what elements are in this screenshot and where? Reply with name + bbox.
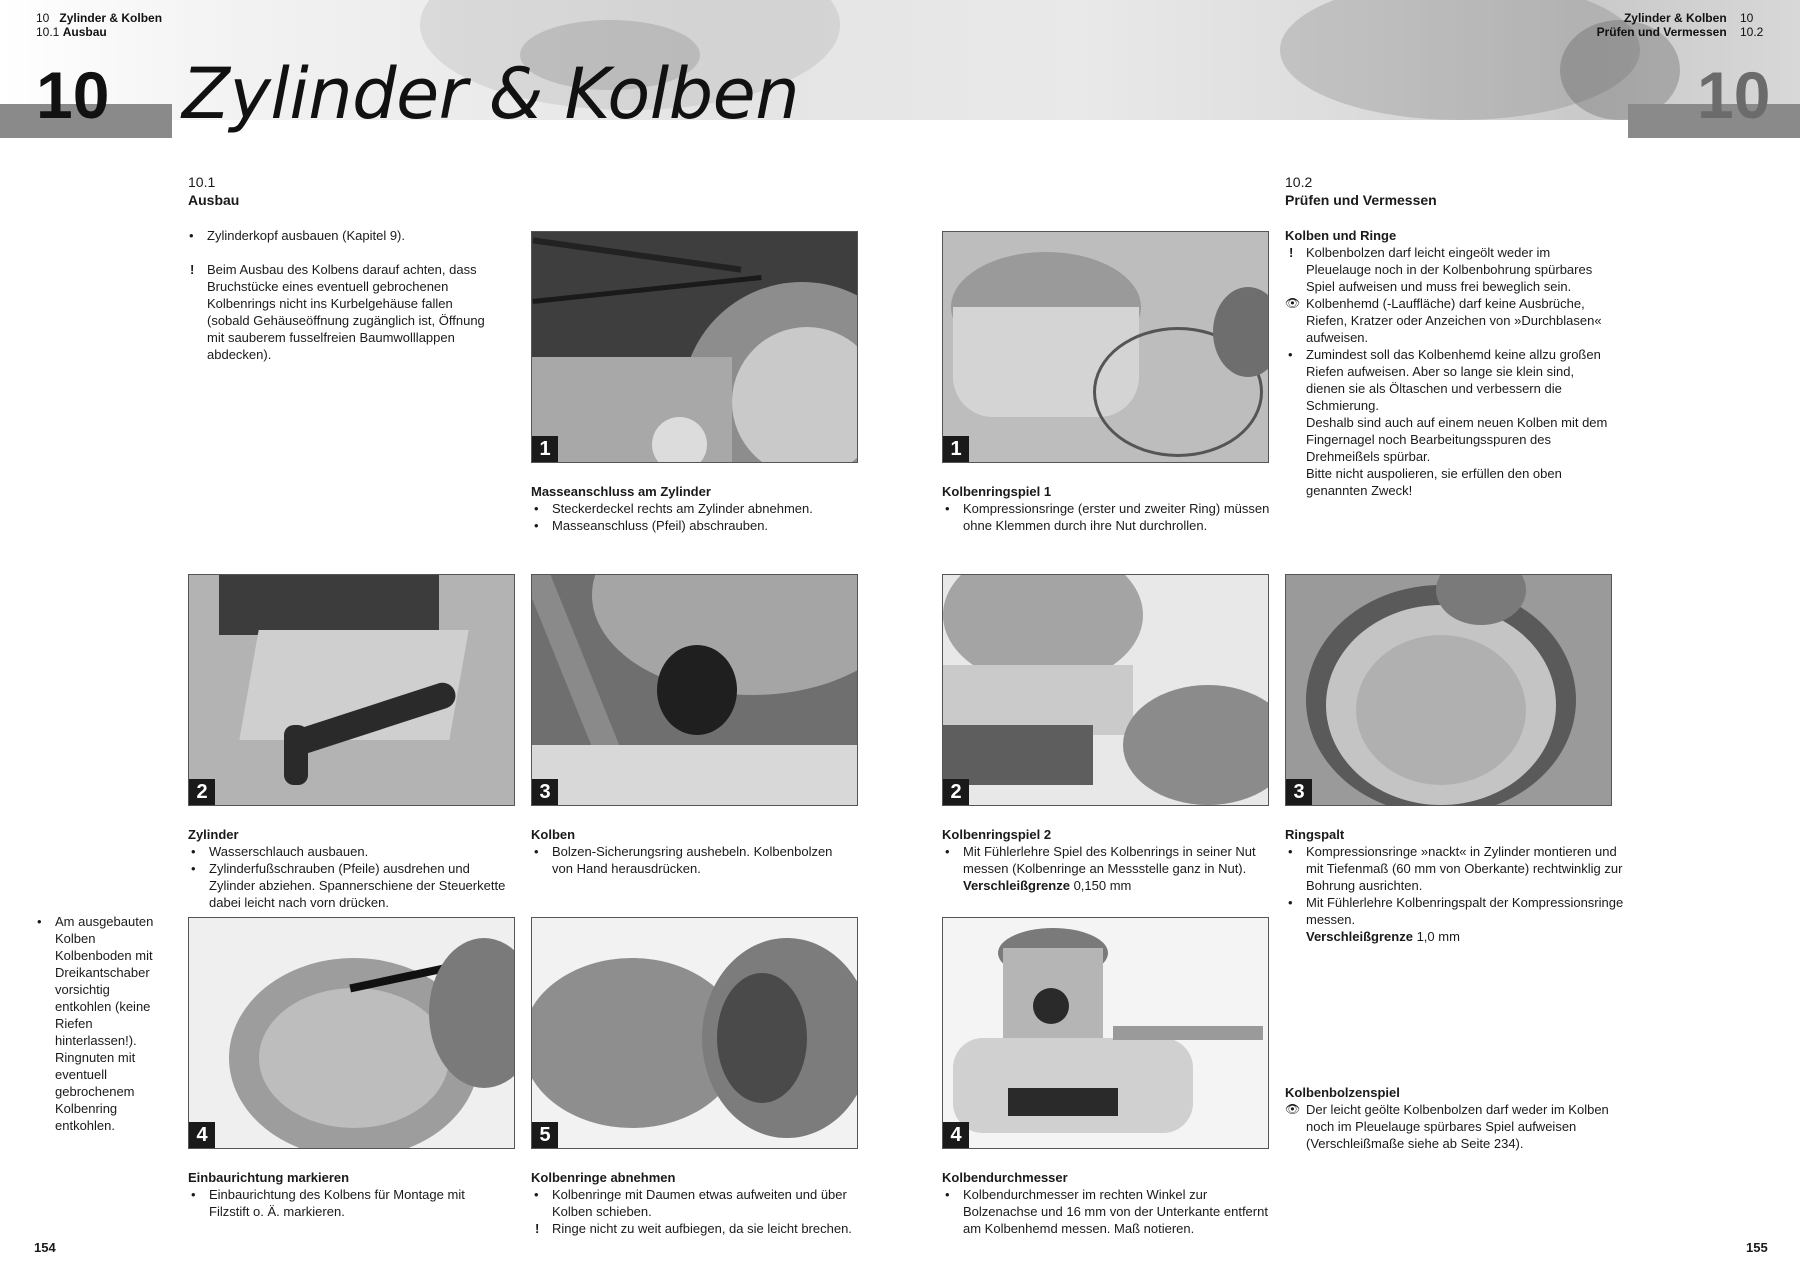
- photo-kolbendurchmesser: [942, 917, 1269, 1149]
- list-item: • Einbaurichtung des Kolbens für Montage mit Filzstift o. Ä. markieren.: [191, 1187, 465, 1219]
- caption-title: Masseanschluss am Zylinder: [531, 484, 711, 499]
- photo-kolbenringe-abnehmen: [531, 917, 858, 1149]
- caption-kolbendurchmesser: [942, 1169, 1282, 1237]
- list-item: • Kolbendurchmesser im rechten Winkel zur Bolzenachse und 16 mm von der Unterkante entfernt am Kolbenhemd messen. Maß notieren.: [945, 1187, 1268, 1236]
- caption-title: Kolbenringspiel 1: [942, 484, 1052, 499]
- list-item: • Masseanschluss (Pfeil) abschrauben.: [534, 518, 769, 533]
- list-item: • Zumindest soll das Kolbenhemd keine allzu großen Riefen aufweisen. Aber so lange sie klein sind, dienen sie als Öltaschen und verbessern die Schmierung.: [1288, 347, 1601, 413]
- caption-title: Einbaurichtung markieren: [188, 1170, 350, 1185]
- list-item: • Mit Fühlerlehre Kolbenringspalt der Kompressionsringe messen. Verschleißgrenze 1,0 mm: [1288, 895, 1624, 944]
- intro-right: [1285, 227, 1615, 499]
- list-item: • Bolzen-Sicherungsring aushebeln. Kolbenbolzen von Hand herausdrücken.: [534, 844, 833, 876]
- photo-number: 1: [532, 436, 558, 462]
- list-item: • Kolbenringe mit Daumen etwas aufweiten und über Kolben schieben.: [534, 1187, 847, 1219]
- photo-number: 4: [189, 1122, 215, 1148]
- list-item: Bitte nicht auspolieren, sie erfüllen den oben genannten Zweck!: [1306, 466, 1562, 498]
- running-head-right: Zylinder & Kolben 10 Prüfen und Vermessen 10.2: [1596, 11, 1764, 39]
- photo-kolbenringspiel-2: [942, 574, 1269, 806]
- photo-number: 3: [1286, 779, 1312, 805]
- list-item: • Kompressionsringe »nackt« in Zylinder montieren und mit Tiefenmaß (60 mm von Oberkante) rechtwinklig zur Bohrung ausrichten.: [1288, 844, 1623, 893]
- chapter-number-right: 10: [1697, 58, 1771, 132]
- caption-kolbenringspiel-1: [942, 483, 1282, 534]
- list-item: • Am ausgebauten Kolben Kolbenboden mit Dreikantschaber vorsichtig entkohlen (keine Riefen hinterlassen!). Ringnuten mit eventuell gebrochenem Kolbenring entkohlen.: [37, 914, 154, 1133]
- photo-zylinder: [188, 574, 515, 806]
- photo-kolben: [531, 574, 858, 806]
- photo-number: 5: [532, 1122, 558, 1148]
- eye-icon: 👁: [1285, 296, 1301, 310]
- list-item: • Zylinderkopf ausbauen (Kapitel 9).: [189, 228, 406, 243]
- warning-item: ! Kolbenbolzen darf leicht eingeölt weder im Pleuelauge noch in der Kolbenbohrung spürbares Spiel aufweisen und muss frei beweglich sein.: [1289, 245, 1593, 294]
- section-title-right: Prüfen und Vermessen: [1285, 192, 1437, 208]
- pin-play-title: Kolbenbolzenspiel: [1285, 1085, 1400, 1100]
- caption-title: Kolbenringspiel 2: [942, 827, 1052, 842]
- photo-einbaurichtung: [188, 917, 515, 1149]
- intro-left: [186, 227, 496, 363]
- list-item: • Kompressionsringe (erster und zweiter Ring) müssen ohne Klemmen durch ihre Nut durchrollen.: [945, 501, 1270, 533]
- photo-kolbenringspiel-1: [942, 231, 1269, 463]
- caption-title: Zylinder: [188, 827, 239, 842]
- caption-kolbenringe-abnehmen: [531, 1169, 871, 1237]
- list-item: • Zylinderfußschrauben (Pfeile) ausdrehen und Zylinder abziehen. Spannerschiene der Steuerkette dabei leicht nach vorn drücken.: [191, 861, 506, 910]
- eye-icon: 👁: [1285, 1102, 1301, 1116]
- section-number-right: 10.2: [1285, 174, 1313, 190]
- photo-number: 2: [943, 779, 969, 805]
- section-title-left: Ausbau: [188, 192, 240, 208]
- list-item: Deshalb sind auch auf einem neuen Kolben mit dem Fingernagel noch Bearbeitungsspuren des Drehmeißels spürbar.: [1306, 415, 1608, 464]
- photo-masseanschluss: [531, 231, 858, 463]
- caption-zylinder: [188, 826, 508, 911]
- photo-number: 4: [943, 1122, 969, 1148]
- section-number-left: 10.1: [188, 174, 216, 190]
- photo-number: 3: [532, 779, 558, 805]
- caption-ringspalt: [1285, 826, 1625, 945]
- chapter-title: Zylinder & Kolben: [182, 53, 800, 135]
- caption-kolbenringspiel-2: [942, 826, 1282, 894]
- page-number-right: 155: [1746, 1240, 1768, 1255]
- warning-item: ! Beim Ausbau des Kolbens darauf achten, dass Bruchstücke eines eventuell gebrochenen Kolbenrings nicht ins Kurbelgehäuse fallen (sobald Gehäuseöffnung zugänglich ist, Öffnung mit sauberem fusselfreien Baumwolllappen abdecken).: [190, 262, 485, 362]
- subsection-title: Kolben und Ringe: [1285, 228, 1397, 243]
- caption-masseanschluss: [531, 483, 851, 534]
- list-item: • Wasserschlauch ausbauen.: [191, 844, 369, 859]
- check-item: 👁 Der leicht geölte Kolbenbolzen darf weder im Kolben noch im Pleuelauge spürbares Spiel aufweisen (Verschleißmaße siehe ab Seite 234).: [1285, 1102, 1609, 1151]
- running-head-left: 10 Zylinder & Kolben 10.1 Ausbau: [36, 11, 163, 39]
- caption-title: Kolbendurchmesser: [942, 1170, 1068, 1185]
- caption-title: Kolben: [531, 827, 576, 842]
- caption-title: Kolbenringe abnehmen: [531, 1170, 676, 1185]
- photo-number: 1: [943, 436, 969, 462]
- photo-ringspalt: [1285, 574, 1612, 806]
- warning-item: ! Ringe nicht zu weit aufbiegen, da sie leicht brechen.: [535, 1221, 852, 1236]
- caption-title: Ringspalt: [1285, 827, 1345, 842]
- photo-number: 2: [189, 779, 215, 805]
- list-item: • Steckerdeckel rechts am Zylinder abnehmen.: [534, 501, 813, 516]
- chapter-number-left: 10: [36, 58, 110, 132]
- margin-note: [34, 913, 160, 1134]
- list-item: • Mit Fühlerlehre Spiel des Kolbenrings in seiner Nut messen (Kolbenringe an Messstelle ganz in Nut). Verschleißgrenze 0,150 mm: [945, 844, 1256, 893]
- caption-einbaurichtung: [188, 1169, 508, 1220]
- caption-kolben: [531, 826, 851, 877]
- page-number-left: 154: [34, 1240, 56, 1255]
- pin-play-block: [1285, 1084, 1625, 1152]
- check-item: 👁 Kolbenhemd (-Lauffläche) darf keine Ausbrüche, Riefen, Kratzer oder Anzeichen von »Durchblasen« aufweisen.: [1285, 296, 1602, 345]
